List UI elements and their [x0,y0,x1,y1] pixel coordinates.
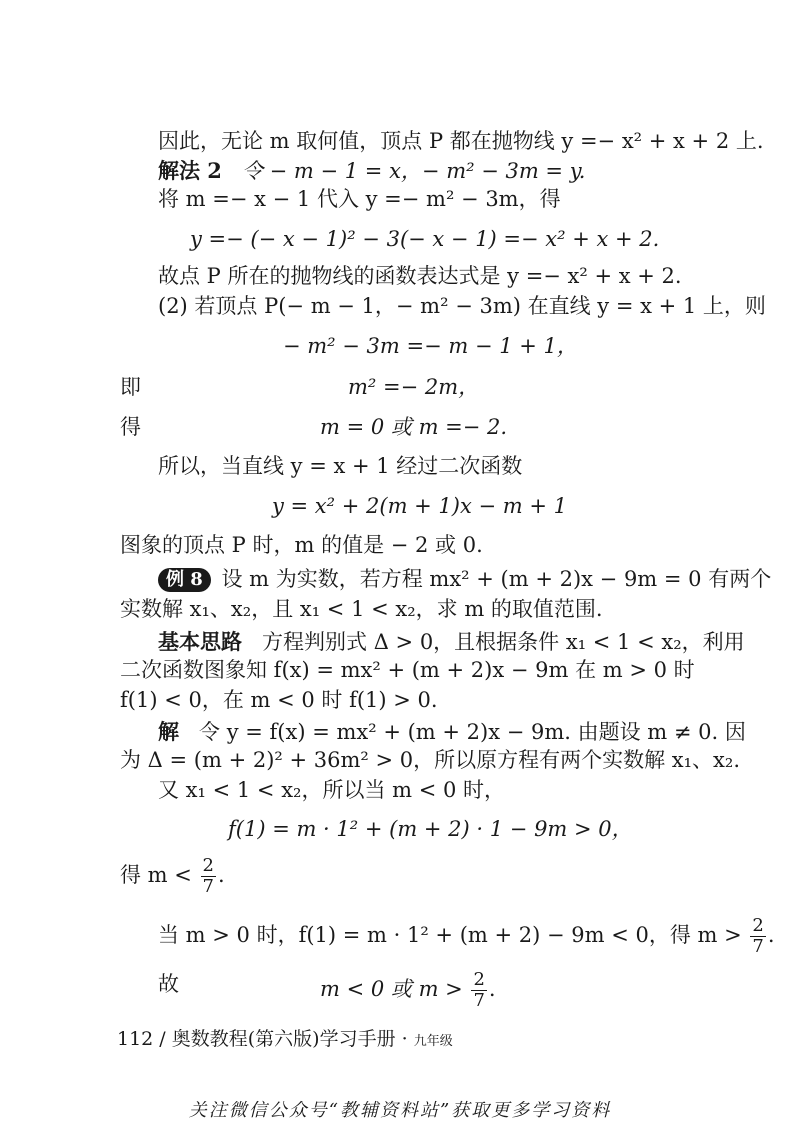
word-ji: 即 [120,375,141,399]
watermark-text: 关注微信公众号“教辅资料站”获取更多学习资料 [188,1100,612,1121]
result-text-1: 得 m < [120,863,192,887]
text-line-2 [158,157,585,185]
text-line-18 [158,718,746,746]
fraction-denominator: 7 [202,876,214,897]
text-line-3: 将 m =− x − 1 代入 y =− m² − 3m，得 [158,187,561,211]
text-line-19: 为 Δ = (m + 2)² + 36m² > 0，所以原方程有两个实数解 x₁、x₂. [120,748,740,772]
equation-line-4: y =− (− x − 1)² − 3(− x − 1) =− x² + x + 2. [190,227,660,251]
text-line-12: 图象的顶点 P 时，m 的值是 − 2 或 0. [120,533,483,557]
text-line-6: (2) 若顶点 P(− m − 1，− m² − 3m) 在直线 y = x + 1 上，则 [158,294,766,318]
equation-line-21: f(1) = m · 1² + (m + 2) · 1 − 9m > 0， [228,817,633,841]
book-title: 奥数教程(第六版)学习手册 · [171,1028,408,1050]
grade-label: 九年级 [413,1034,453,1049]
text-line-23: 当 m > 0 时，f(1) = m · 1² + (m + 2) − 9m < 0，得 m > $\frac{2}{7}$ . [158,915,775,957]
basic-idea-label: 基本思路 [158,629,242,654]
text-line-14: 实数解 x₁、x₂，且 x₁ < 1 < x₂，求 m 的取值范围. [120,597,603,621]
text-line-10: 所以，当直线 y = x + 1 经过二次函数 [158,454,523,478]
method-text: 令 − m − 1 = x，− m² − 3m = y. [241,159,586,183]
equation-line-7: − m² − 3m =− m − 1 + 1， [283,334,578,358]
equation-line-24: m < 0 或 m > $\frac{2}{7}$ . [320,969,496,1011]
equation-line-11: y = x² + 2(m + 1)x − m + 1 [272,494,567,518]
text-line-13 [158,565,771,593]
text-line-22: 得 m < $\frac{2}{7}$ . [120,855,225,897]
result-text-2: 当 m > 0 时，f(1) = m · 1² + (m + 2) − 9m < 0，得 m > [158,923,742,947]
text-line-17: f(1) < 0，在 m < 0 时 f(1) > 0. [120,688,438,712]
text-line-1: 因此，无论 m 取何值，顶点 P 都在抛物线 y =− x² + x + 2 上. [158,129,764,153]
fraction-denominator: 7 [473,990,485,1011]
fraction-numerator: 2 [473,969,485,990]
solution-text: 令 y = f(x) = mx² + (m + 2)x − 9m. 由题设 m ≠ 0. 因 [199,720,746,744]
page-number: 112 / [117,1028,166,1050]
equation-line-9: m = 0 或 m =− 2. [320,415,508,439]
fraction-two-sevenths [201,856,216,897]
method-label: 解法 2 [158,158,222,183]
word-gu: 故 [158,972,179,996]
fraction-two-sevenths [750,916,765,957]
page-footer [117,1024,453,1051]
example-badge: 例 8 [158,568,211,592]
fraction-numerator: 2 [202,855,214,876]
fraction-numerator: 2 [752,915,764,936]
fraction-denominator: 7 [752,936,764,957]
word-de: 得 [120,415,141,439]
basic-idea-text: 方程判别式 Δ > 0，且根据条件 x₁ < 1 < x₂，利用 [262,630,745,654]
text-line-15 [158,628,745,656]
fraction-two-sevenths [471,970,486,1011]
example-text: 设 m 为实数，若方程 mx² + (m + 2)x − 9m = 0 有两个 [221,567,772,591]
text-line-20: 又 x₁ < 1 < x₂，所以当 m < 0 时， [158,778,506,802]
solution-label: 解 [158,719,179,744]
result-text-3: m < 0 或 m > [320,977,463,1001]
text-line-16: 二次函数图象知 f(x) = mx² + (m + 2)x − 9m 在 m > 0 时 [120,658,695,682]
equation-line-8: m² =− 2m， [348,375,480,399]
text-line-5: 故点 P 所在的抛物线的函数表达式是 y =− x² + x + 2. [158,264,682,288]
